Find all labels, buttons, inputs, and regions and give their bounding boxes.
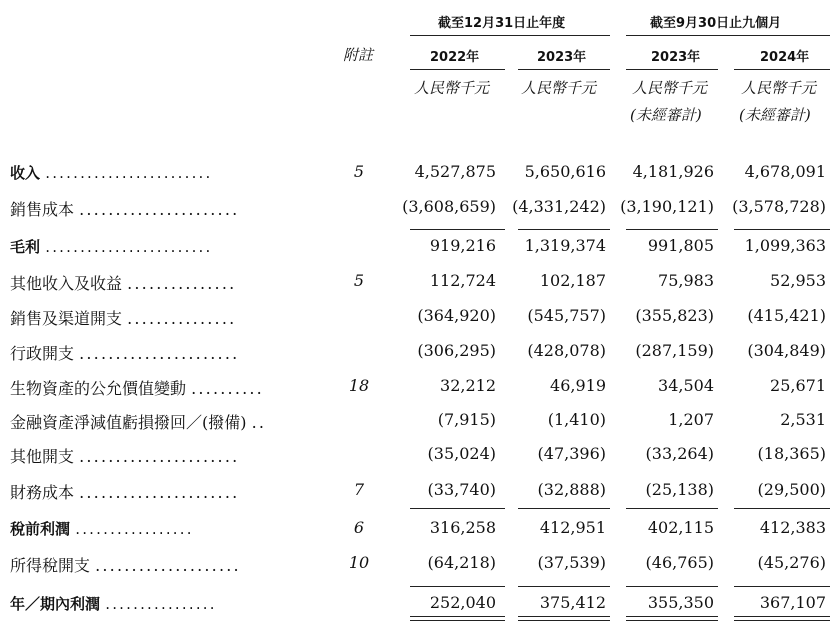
group-header-annual: 截至12月31日止年度 [438, 16, 566, 31]
row-note-ref: 7 [353, 480, 365, 499]
row-value-col-3: 1,207 [668, 410, 714, 429]
row-value-col-4: 4,678,091 [744, 162, 826, 181]
row-value-col-2: (428,078) [527, 341, 606, 360]
row-label-text: 其他開支 [10, 447, 75, 466]
year-header-1: 2022年 [430, 50, 480, 65]
leader-dots: ........................ [45, 164, 213, 182]
row-value-col-4: (3,578,728) [732, 197, 826, 216]
row-label-text: 財務成本 [10, 483, 75, 502]
row-value-col-2: 375,412 [539, 593, 606, 612]
row-value-col-4: 52,953 [770, 271, 826, 290]
total-double-underline-1a [410, 616, 505, 617]
row-value-col-1: (364,920) [417, 306, 496, 325]
year-header-2: 2023年 [537, 50, 587, 65]
row-value-col-1: (306,295) [417, 341, 496, 360]
leader-dots: .......... [191, 379, 264, 398]
row-value-col-3: 991,805 [647, 236, 714, 255]
year-header-4: 2024年 [760, 50, 810, 65]
subtotal-rule-gross-1 [410, 229, 505, 230]
leader-dots: ............... [127, 274, 237, 293]
row-value-col-2: 1,319,374 [524, 236, 606, 255]
row-value-col-2: 102,187 [539, 271, 606, 290]
total-double-underline-4b [734, 620, 830, 621]
unit-label-3: 人民幣千元 [632, 79, 708, 97]
row-value-col-4: 25,671 [770, 376, 826, 395]
row-value-col-3: 355,350 [647, 593, 714, 612]
unaudited-label-4: (未經審計) [739, 106, 811, 124]
row-label [10, 376, 264, 399]
row-value-col-1: 919,216 [429, 236, 496, 255]
leader-dots: .................... [95, 556, 241, 575]
row-value-col-3: (355,823) [635, 306, 714, 325]
year-underline-4 [734, 69, 830, 70]
subtotal-rule-profit-1 [410, 586, 505, 587]
leader-dots: ................. [75, 520, 194, 538]
subtotal-rule-profit-2 [518, 586, 610, 587]
row-value-col-3: (46,765) [645, 553, 714, 572]
row-value-col-2: 5,650,616 [524, 162, 606, 181]
row-label [10, 593, 217, 614]
row-value-col-3: (33,264) [645, 444, 714, 463]
row-value-col-4: (45,276) [757, 553, 826, 572]
row-value-col-1: (7,915) [437, 410, 496, 429]
row-value-col-2: (545,757) [527, 306, 606, 325]
row-value-col-3: 402,115 [647, 518, 714, 537]
row-label [10, 306, 236, 329]
row-value-col-1: 112,724 [429, 271, 496, 290]
year-underline-1 [410, 69, 505, 70]
year-underline-3 [626, 69, 718, 70]
leader-dots: ...................... [79, 200, 240, 219]
row-label [10, 162, 212, 183]
unaudited-label-3: (未經審計) [630, 106, 702, 124]
row-value-col-1: (33,740) [427, 480, 496, 499]
group-underline-nine-months [626, 35, 830, 36]
row-value-col-1: 252,040 [429, 593, 496, 612]
row-note-ref: 6 [353, 518, 365, 537]
row-value-col-2: 412,951 [539, 518, 606, 537]
row-value-col-2: (32,888) [537, 480, 606, 499]
subtotal-rule-pretax-1 [410, 508, 505, 509]
row-value-col-3: 4,181,926 [632, 162, 714, 181]
row-value-col-4: (29,500) [757, 480, 826, 499]
row-label-text: 銷售成本 [10, 200, 75, 219]
row-value-col-3: (25,138) [645, 480, 714, 499]
subtotal-rule-profit-4 [734, 586, 830, 587]
row-label [10, 197, 239, 220]
row-value-col-2: 46,919 [550, 376, 606, 395]
row-label [10, 553, 241, 576]
row-label-text: 稅前利潤 [10, 520, 71, 538]
row-label-text: 生物資產的公允價值變動 [10, 379, 187, 398]
row-value-col-3: (3,190,121) [620, 197, 714, 216]
row-label-text: 其他收入及收益 [10, 274, 123, 293]
total-double-underline-4a [734, 616, 830, 617]
row-note-ref: 10 [348, 553, 370, 572]
leader-dots: ...................... [79, 344, 240, 363]
row-label-text: 銷售及渠道開支 [10, 309, 123, 328]
subtotal-rule-gross-2 [518, 229, 610, 230]
row-label [10, 444, 239, 467]
leader-dots: .. [251, 413, 267, 432]
row-value-col-2: (47,396) [537, 444, 606, 463]
row-label [10, 518, 194, 539]
total-double-underline-2b [518, 620, 610, 621]
row-label-text: 年／期內利潤 [10, 595, 101, 613]
row-note-ref: 5 [353, 162, 365, 181]
subtotal-rule-profit-3 [626, 586, 718, 587]
row-label-text: 行政開支 [10, 344, 75, 363]
subtotal-rule-pretax-4 [734, 508, 830, 509]
row-value-col-2: (4,331,242) [512, 197, 606, 216]
total-double-underline-3a [626, 616, 718, 617]
row-value-col-4: 2,531 [780, 410, 826, 429]
group-header-nine-months: 截至9月30日止九個月 [650, 16, 782, 31]
row-value-col-3: 34,504 [658, 376, 714, 395]
row-note-ref: 5 [353, 271, 365, 290]
row-value-col-4: (304,849) [747, 341, 826, 360]
row-value-col-2: (1,410) [547, 410, 606, 429]
subtotal-rule-pretax-3 [626, 508, 718, 509]
subtotal-rule-gross-3 [626, 229, 718, 230]
row-label [10, 480, 239, 503]
row-note-ref: 18 [348, 376, 370, 395]
row-label [10, 271, 236, 294]
total-double-underline-3b [626, 620, 718, 621]
row-value-col-4: (415,421) [747, 306, 826, 325]
unit-label-2: 人民幣千元 [521, 79, 597, 97]
row-label-text: 毛利 [10, 238, 41, 256]
row-value-col-2: (37,539) [537, 553, 606, 572]
leader-dots: ................ [105, 595, 217, 613]
row-value-col-3: (287,159) [635, 341, 714, 360]
leader-dots: ...................... [79, 447, 240, 466]
row-value-col-3: 75,983 [658, 271, 714, 290]
row-label-text: 金融資產淨減值虧損撥回／(撥備) [10, 413, 247, 432]
row-value-col-1: (3,608,659) [402, 197, 496, 216]
year-underline-2 [518, 69, 610, 70]
row-label [10, 236, 212, 257]
row-value-col-1: 32,212 [440, 376, 496, 395]
unit-label-1: 人民幣千元 [414, 79, 490, 97]
note-column-header: 附註 [343, 46, 374, 64]
row-value-col-1: (35,024) [427, 444, 496, 463]
row-value-col-1: (64,218) [427, 553, 496, 572]
row-label [10, 341, 239, 364]
row-value-col-4: 367,107 [759, 593, 826, 612]
subtotal-rule-gross-4 [734, 229, 830, 230]
row-label-text: 所得稅開支 [10, 556, 91, 575]
total-double-underline-1b [410, 620, 505, 621]
group-underline-annual [410, 35, 610, 36]
row-label-text: 收入 [10, 164, 41, 182]
subtotal-rule-pretax-2 [518, 508, 610, 509]
year-header-3: 2023年 [651, 50, 701, 65]
leader-dots: ........................ [45, 238, 213, 256]
leader-dots: ...................... [79, 483, 240, 502]
total-double-underline-2a [518, 616, 610, 617]
row-value-col-4: (18,365) [757, 444, 826, 463]
row-label [10, 410, 266, 433]
row-value-col-4: 412,383 [759, 518, 826, 537]
row-value-col-1: 4,527,875 [414, 162, 496, 181]
row-value-col-1: 316,258 [429, 518, 496, 537]
row-value-col-4: 1,099,363 [744, 236, 826, 255]
unit-label-4: 人民幣千元 [741, 79, 817, 97]
leader-dots: ............... [127, 309, 237, 328]
